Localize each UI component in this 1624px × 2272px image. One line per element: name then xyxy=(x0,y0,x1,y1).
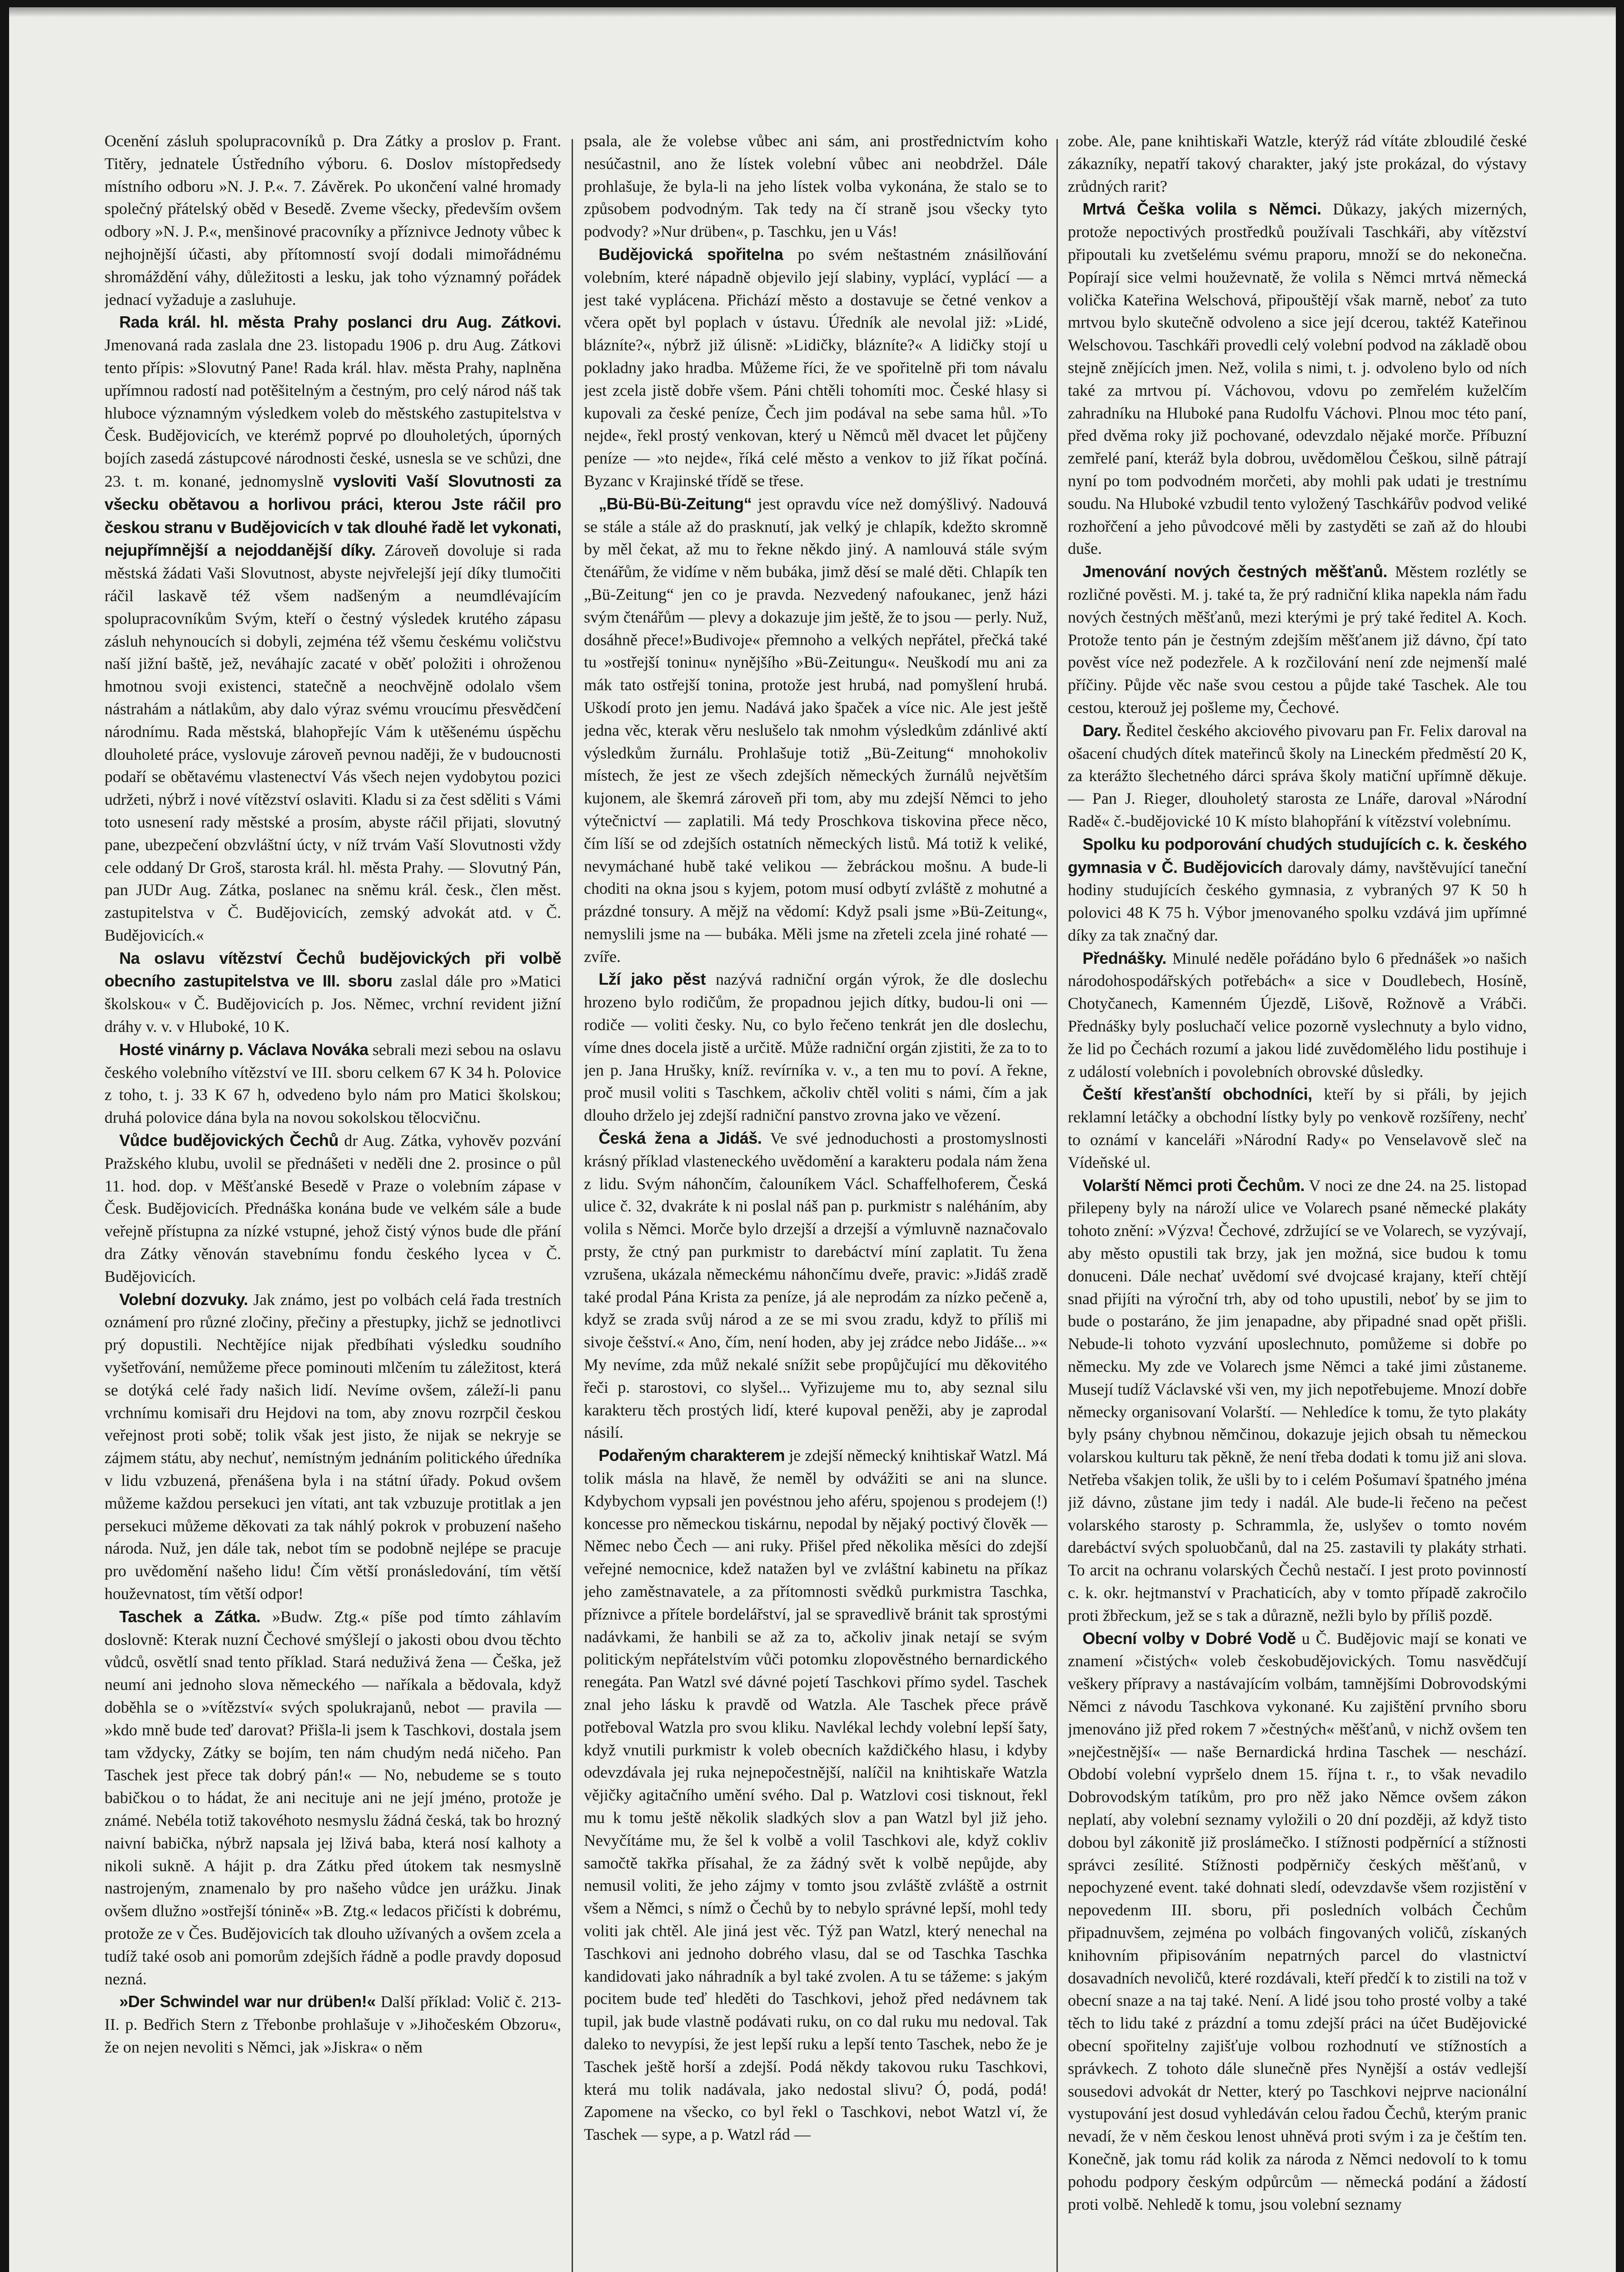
article-text: darovaly dámy, navštěvující taneční hodiny studujících českého gymnasia, z vybraných 97 K 50 h polovici 48 K 75 h. Výbor jmenovaného spolku vzdává jim upřímné díky za tak značný dar. xyxy=(1068,858,1527,944)
article-text: V noci ze dne 24. na 25. listopad přilepeny byly na nároží ulice ve Volarech psané německé plakáty tohoto znění: »Výzva! Čechové, zdržující se ve Volarech, se vyzývají, aby město opustili tak brzy, jak jen možná, sice budou k tomu donuceni. Dále nechať uvědomí své dvojcasé krajany, kteří chtějí snad přijíti na výroční trh, aby od toho upustili, neboť by se jim to bude o postaráno, že jim jenapadne, aby připadné snad opět přišli. Nebude-li tohoto vyzvání uposlechnuto, pomůžeme si dobře po německu. My zde ve Volarech jsme Němci a také jimi zůstaneme. Musejí tudíž Václavské vši ven, my jich nepotřebujeme. Mnozí dobře německy organisovaní Volarští. — Nehledíce k tomu, že tyto plakáty byly psány chybnou němčinou, dokazuje jejich obsah tu německou volarskou kulturu tak pěkně, že není třeba dodati k tomu již ani slova. Netřeba všakjen tolik, že ušli by to i celém Pošumaví špatného jména již dávno, zůstane jim tedy i nadál. Ale bude-li řečeno na pečest volarského starosty p. Schrammla, že, uslyšev o tomto novém darebáctví svých spoluobčanů, dal na 25. zastavili ty plakáty strhati. To arcit na ochranu volarských Čechů nestačí. I jest proto povinností c. k. okr. hejtmanství v Prachaticích, aby v tomto případě zakročilo proti žbřeckum, jež se s tak a důrazně, nežli bylo by příliš pozdě. xyxy=(1068,1176,1527,1624)
article-text: Městem rozlétly se rozličné pověsti. M. j. také ta, že prý radniční klika napekla nám řadu nových čestných měšťanů, mezi kterými je prý také ředitel A. Koch. Protože tento pán je čestným zdejším měšťanem již dávno, čpí tato pověst více než podezřele. A k rozčilování není zde nejmenší malé příčiny. Půjde věc naše svou cestou a půjde také Taschek. Ale tou cestou, kterouž jej pošleme my, Čechové. xyxy=(1068,563,1527,717)
article-heading: »Der Schwindel war nur drüben!« xyxy=(119,1992,376,2011)
column-divider xyxy=(1056,139,1058,2272)
article-text: Další příklad: Volič č. 213-II. p. Bedřich Stern z Třebonbe prohlašuje v »Jihočeském Obzoru«, že on nejen nevoliti s Němci, jak »Jiskra« o něm xyxy=(105,1993,561,2056)
article-heading: Dary. xyxy=(1082,721,1121,740)
article-paragraph xyxy=(584,968,1047,1127)
article-text: Jmenovaná rada zaslala dne 23. listopadu 1906 p. dru Aug. Zátkovi tento přípis: »Slovutný Pane! Rada král. hlav. města Prahy, naplněna upřímnou radostí nad potěšitelným a čestným, pro celý národ náš tak hluboce významným výsledkem voleb do městského zastupitelstva v Česk. Budějovicích, ve kterémž poprvé po dlouholetých, úporných bojích zasedá zástupcové národnosti české, usnesla se ve schůzi, dne 23. t. m. konané, jednomyslně xyxy=(105,336,561,490)
article-paragraph xyxy=(105,1288,561,1605)
article-paragraph xyxy=(584,1127,1047,1444)
article-paragraph xyxy=(105,1129,561,1288)
article-paragraph xyxy=(1068,833,1527,947)
article-text: jest opravdu více než domýšlivý. Nadouvá se stále a stále až do prasknutí, jak velký je chlapík, kdežto skromně by měl čekat, až mu to řekne někdo jiný. A namlouvá stále svým čtenářům, že vidíme v něm bubáka, jimž děsí se malé děti. Chlapík ten „Bü-Zeitung“ jen co je pravda. Nezvedený nafoukanec, jenž házi svým čtenářům — plevy a dokazuje jim ještě, že to jsou — perly. Nuž, dosáhně přece!»Budivoje« přemnoho a velkých nepřátel, přečká také tu »ostřejší toninu« nynějšího »Bü-Zeitungu«. Neuškodí mu ani za mák tato ostřejší tonina, protože jest hrubá, nad pomyšlení hrubá. Uškodí proto jen jemu. Nadává jako špaček a více nic. Ale jest ještě jedna věc, kterak věru neslušelo tak nmohm výsledkům zdánlivé aktí výsledkům žurnálu. Prohlašuje totiž „Bü-Zeitung“ mnohokoliv místech, že jest ze všech zdejších německých žurnálů největším kujonem, ale škemrá zároveň při tom, aby mu zdejší Němci to jeho výtečnictví — zaplatili. Má tedy Proschkova tiskovina přece něco, čím líší se od zdejších ostatních německých listů. Má totiž k veliké, nevymáchané hubě také velikou — žebráckou mošnu. A bude-li choditi na okna jsou s kyjem, potom musí odbytí zvláště z mohutné a prázdné tonsury. A mějž na vědomí: Když psali jsme »Bü-Zeitung«, nemyslili jsme na — bubáka. Měli jsme na zřeteli zcela jiné rohaté — zvíře. xyxy=(584,494,1047,966)
article-heading: „Bü-Bü-Bü-Zeitung“ xyxy=(598,494,752,513)
article-heading: Jmenování nových čestných měšťanů. xyxy=(1082,562,1387,581)
article-text: je zdejší německý knihtiskař Watzl. Má tolik másla na hlavě, že neměl by odvážiti se ani na slunce. Kdybychom vypsali jen povéstnou jeho aféru, spojenou s prodejem (!) koncesse pro německou tiskárnu, nepodal by nějaký poctivý člověk — Němec nebo Čech — ani ruky. Přišel před několika měsíci do zdejší veřejné nemocnice, kdež natažen byl ve zvláštní kabinetu na příkaz jeho zaměstnavatele, a za přítomnosti svědků purkmistra Taschka, příznivce a přítele bordelářství, jal se spravedlivě bránit tak sprostými nadávkami, že hanbili se až za to, ačkoliv jinak netají se svým politickým nepřátelstvím vůči potomku zlopověstného bernardického renegáta. Pan Watzl své dávné pojetí Taschkovi přímo sydel. Taschek znal jeho lásku k pravdě od Watzla. Ale Taschek přece právě potřeboval Watzla pro svou kliku. Navlékal lechdy volební lepší šaty, když vnutili purkmistr k voleb obecních každičkého hlasu, i kdyby odevzdávala jej ruka nejnepočestnější, nalíčil na knihtiskaře Watzla vějičky agitačního umění svého. Dal p. Watzlovi cosi tisknout, řekl mu k tomu ještě několik sladkých slov a pan Watzl byl již jeho. Nevyčítáme mu, že šel k volbě a volil Taschkovi ale, když cokliv samočtě takřka přísahal, že za žádný svět k volbě nepůjde, aby nemusil voliti, že jeho zájmy v tomto jsou zvláště zvláště a ostrnit všem a Němci, s nímž o Čechů by to nebylo správné lepší, mohl tedy voliti jak chtěl. Ale jiná jest věc. Týž pan Watzl, který nenechal na Taschkovi ani jednoho dobrého vlasu, dal se od Taschka Taschka kandidovati jako náhradník a byl také zvolen. A tu se tážeme: s jakým pocitem bude teď hleděti do Taschkovi, jehož před nedávnem tak tupil, jak bude vlastně podávati ruku, on co dal ruku mu nedoval. Tak daleko to nevypísi, že jest lepší ruku a lepší tento Taschek, nebo že je Taschek ještě horší a zdejší. Podá někdy takovou ruku Taschkovi, která mu tolik nadávala, jako nedostal slivu? Ó, podá, podá! Zapomene na všecko, co byl řekl o Taschkovi, nebot Watzl ví, že Taschek — sype, a p. Watzl rád — xyxy=(584,1446,1047,2144)
emphasized-text: vysloviti Vaší Slovutnosti za všecku obětavou a horlivou práci, kterou Jste ráčil pro českou stranu v Budějovicích v tak dlouhé řadě let vykonati, nejupřímnější a nejoddanější díky. xyxy=(105,471,561,560)
article-heading: Taschek a Zátka. xyxy=(119,1607,261,1626)
article-text: Minulé neděle pořádáno bylo 6 přednášek »o našich národohospodářských potřebách« a sice v Doudlebech, Hosíně, Chotyčanech, Kamenném Újezdě, Lišově, Rožnově a Vrábči. Přednášky byly posluchačí velice pozorně vyslechnuty a bylo vidno, že lid po Čechách rozumí a jakou lidé zuvědomělého lidu postihuje i z událostí volebních i povolebních obrovské důsledky. xyxy=(1068,949,1527,1081)
article-text: Zároveň dovoluje si rada městská žádati Vaši Slovutnost, abyste nejvřelejší její díky tlumočiti ráčil laskavě též všem nadšeným a neumdlévajícím spolupracovníkům Svým, kteří o čestný výsledek krutého zápasu zásluh nehynoucích si dobyli, zejména též všemu českému voličstvu naší jižní baště, jež, neváhajíc zacaté v oběť položiti i ohroženou hmotnou svoji existenci, statečně a neochvějně odolalo všem nástrahám a nátlakům, aby dalo výraz svému vroucímu přesvědčení národnímu. Rada městská, blahopřejíc Vám k utěšenému úspěchu dlouholeté práce, vyslovuje zároveň pevnou naději, že v budoucnosti podaří se obětavému vlastenectví Vás všech nejen vydobytou pozici udržeti, nýbrž i nové vítězství oslaviti. Kladu si za čest sděliti s Vámi toto usnesení rady městské a prosím, abyste ráčil přijati, slovutný pane, ubezpečení obzvláštní úcty, v níž trvám Vaší Slovutnosti vždy cele oddaný Dr Groš, starosta král. hl. města Prahy. — Slovutný Pán, pan JUDr Aug. Zátka, poslanec na sněmu král. česk., člen měst. zastupitelstva v Č. Budějovicích, zemský advokát atd. v Č. Budějovicích.« xyxy=(105,541,561,944)
article-paragraph xyxy=(584,493,1047,968)
article-heading: Spolku ku podporování chudých studujících c. k. českého gymnasia v Č. Budějovicích xyxy=(1068,834,1527,877)
article-text: Ve své jednoduchosti a prostomyslnosti krásný příklad vlasteneckého uvědomění a karakteru podala nám žena z lidu. Svým náhončím, čalouníkem Václ. Schaffelhoferem, Česká ulice č. 32, dvakráte k ni poslal náš pan p. purkmistr s naléháním, aby volila s Němci. Morče bylo drzejší a drzejší a výmluvně naznačovalo prsty, že ctný pan purkmistr to darebáctví míní zaplatit. Tu žena vzrušena, ukázala německému náhončímu dveře, pravic: »Jidáš zradě také prodal Pána Krista za peníze, já ale neprodám za nízko pečeně a, když se zrada svůj národ a ze se mi svou zradu, když to příliš mi sivoje češství.« Ano, čím, není hoden, aby jej zrádce nebo Jidáše... »« My nevíme, zda můž nekalé snížit sebe propůjčující mu děkovitého řeči p. starostovi, co slyšel... Vyřizujeme mu to, aby seznal silu karakteru těch prostých lidí, které kupoval peněži, aby je zaprodal násilí. xyxy=(584,1129,1047,1442)
article-heading: Česká žena a Jidáš. xyxy=(598,1129,762,1148)
article-heading: Obecní volby v Dobré Vodě xyxy=(1082,1629,1296,1648)
article-paragraph xyxy=(105,1038,561,1129)
article-heading: Přednášky. xyxy=(1082,948,1166,967)
article-heading: Na oslavu vítězství Čechů budějovických při volbě obecního zastupitelstva ve III. sboru xyxy=(105,948,561,991)
article-column-3 xyxy=(1068,130,1527,2272)
article-paragraph xyxy=(105,311,561,947)
article-text: dr Aug. Zátka, vyhověv pozvání Pražského klubu, uvolil se přednášeti v neděli dne 2. prosince o půl 11. hod. dop. v Měšťanské Besedě v Praze o volebním zápase v Česk. Budějovicích. Přednáška konána bude ve velkém sále a bude veřejně přístupna za nízké vstupné, jehož čistý výnos bude dle přání dra Zátky věnován stavebnímu fondu českého lycea v Č. Budějovicích. xyxy=(105,1131,561,1285)
article-paragraph xyxy=(105,1605,561,1991)
article-paragraph xyxy=(1068,1174,1527,1627)
paragraph: Ocenění zásluh spolupracovníků p. Dra Zátky a proslov p. Frant. Titěry, jednatele Ústředního výboru. 6. Doslov místopředsedy místního odboru »N. J. P.«. 7. Závěrek. Po ukončení valné hromady společný přátelský oběd v Besedě. Zveme všecky, především ovšem odbory »N. J. P.«, menšinové pracovníky a příznivce Jednoty vůbec k nejhojnější účasti, aby přítomností svojí dodali mimořádnému shromáždění váhy, důležitosti a lesku, jak toho významný pořádek jednací vyžaduje a zasluhuje. xyxy=(105,132,561,309)
article-paragraph xyxy=(1068,719,1527,833)
scan-edge xyxy=(9,7,1616,17)
article-text: zaslal dále pro »Matici školskou« v Č. Budějovicích p. Jos. Němec, vrchní revident jižní dráhy v. v. v Hluboké, 10 K. xyxy=(105,972,561,1036)
article-text: Jak známo, jest po volbách celá řada trestních oznámení pro různé zločiny, přečiny a přestupky, jichž se jednotlivci prý dopustili. Nechtějíce nijak předbíhati výsledku soudního vyšetřování, nemůžeme přece pominouti mlčením tu záležitost, která se dotýká celé řady našich lidí. Nevíme ovšem, záleží-li panu vrchnímu komisaři dru Hejdovi na tom, aby znovu rozrpčil českou veřejnost proti sobě; tolik však jest jisto, že nijak se nekryje se zájmem státu, aby nechuť, nemístným jednáním politického úředníka v lidu vzbuzená, přenášena byla i na státní úřady. Pokud ovšem můžeme každou persekuci jen vítati, ant tak vzbuzuje protitlak a jen persekuci můžeme děkovati za tak náhlý pokrok v probuzení našeho národa. Nuž, jen dále tak, nebot tím se podobně nejlépe se pracuje pro uvědomění našeho lidu! Čím větší pronásledování, tím větší houževnatost, tím větší odpor! xyxy=(105,1290,561,1603)
article-heading: Podařeným charakterem xyxy=(598,1446,785,1465)
article-paragraph xyxy=(584,1444,1047,2146)
article-heading: Lží jako pěst xyxy=(598,970,706,989)
article-paragraph xyxy=(1068,198,1527,560)
article-paragraph xyxy=(1068,1627,1527,2216)
article-paragraph xyxy=(105,947,561,1038)
article-text: u Č. Budějovic mají se konati ve znamení »čistých« voleb českobudějovických. Tomu nasvědčují veškery přípravy a nastávajícím volbám, tamnějšími Dobrovodskými Němci z návodu Taschkova vykonané. Ku zajištění prvního sboru jmenováno již před rokem 7 »čestných« měšťanů, v nichž ovšem ten »nejčestnější« — naše Bernardická hrdina Taschek — neschází. Období volební vypršelo dnem 15. října t. r., to však nevadilo Dobrovodským tatíkům, pro pro něž jako Němce ovšem zákon neplatí, aby volební seznamy vyložili o 20 dní později, až když tisto dobou byl zákonitě již proslámečko. I stížnosti podpěrnící a stížnosti správci zesílité. Stížnosti podpěrničy českých měšťanů, v nepochyzené event. také dohnati sledí, odevzdavše všem rozjistění v nepovedenm III. sboru, při posledních volbách Čechům připadnuvšem, zejména po volbách fingovaných voličů, získaných knihovním připisováním nepatrných parcel do vlastnictví dosavadních nevoličů, které rozdávali, kteří předčí k to zistili na tož v obecní snaze a na taj také. Není. A lidé jsou toho prosté volby a také těch to lidu také z prázdní a tomu zdejší práci na účet Budějovické obecní spořitelny zajišťuje volbou rozhodnutí ve stížnostích a správkech. Z tohoto dále slunečně přes Nynější a ostáv vedlejší sousedovi advokát dr Netter, který po Taschkovi nejprve nacionální vystupování jest dosud vyhledáván celou řadou Čechů, kterým pranic nevadí, že v něm českou lenost uhněvá proti svým i za je češtím ten. Konečně, jak tomu rád kolik za národa z Němci nedovolí to k tomu pohodu podpory českým odpůrcům — německá podání a žádostí proti volbě. Nehledě k tomu, jsou volební seznamy xyxy=(1068,1629,1527,2213)
article-text: Ředitel českého akciového pivovaru pan Fr. Felix daroval na ošacení chudých dítek mateřinců školy na Lineckém předměstí 20 K, za kterážto šlechetného dárci správa školy matiční upřímně děkuje. — Pan J. Rieger, dlouholetý starosta ze Lnáře, daroval »Národní Radě« č.-budějovické 10 K místo blahopřání k vítězství volebnímu. xyxy=(1068,721,1527,830)
article-paragraph xyxy=(584,243,1047,493)
column-divider xyxy=(572,139,573,2272)
article-text: »Budw. Ztg.« píše pod tímto záhlavím doslovně: Kterak nuzní Čechové smýšlejí o jakosti obou dvou těchto vůdců, osvětlí snad tento příklad. Stará neduživá žena — Češka, jež neumí ani jednoho slova německého — naříkala a bědovala, když doběhla se o »vítězství« svých spolukrajanů, nebot — pravila — »kdo mně bude teď darovat? Přišla-li jsem k Taschkovi, dostala jsem tam vždycky, Zátky se bojím, ten nám chudým nedá ničeho. Pan Taschek jest přece tak dobrý pán!« — No, nebudeme se s touto babičkou o to hádat, že ani necituje ani ne její jméno, protože je známé. Nebéla totiž takovéhoto nesmyslu žádná česká, tak bo hrozný naivní babička, nýbrž napsala jej lživá baba, která nosí kalhoty a nikoli sukně. A hájit p. dra Zátku před útokem tak nesmyslně nastrojeným, znamenalo by pro našeho vůdce jen urážku. Jinak ovšem dlužno »ostřejší tónině« »B. Ztg.« ledacos přičísti k dobrému, protože ze v Čes. Budějovicích tak dlouho užívaných a ovšem zcela a tudíž také osob ani pomorům zdejších řádně a podle pravdy doposud nezná. xyxy=(105,1607,561,1988)
article-paragraph xyxy=(105,1990,561,2058)
article-column-2 xyxy=(584,130,1047,2272)
paragraph: psala, ale že volebse vůbec ani sám, ani prostřednictvím koho nesúčastnil, ano že lístek volební vůbec ani neobdržel. Dále prohlašuje, že byla-li na jeho lístek volba vykonána, že stalo se to způsobem podvodným. Tak tedy na čí straně jsou všecky tyto podvody? »Nur drüben«, p. Taschku, jen u Vás! xyxy=(584,132,1047,241)
article-heading: Vůdce budějovických Čechů xyxy=(119,1131,339,1150)
article-paragraph xyxy=(1068,1083,1527,1174)
article-heading: Budějovická spořitelna xyxy=(598,244,783,264)
article-heading: Hosté vinárny p. Václava Nováka xyxy=(119,1040,369,1059)
article-text: sebrali mezi sebou na oslavu českého volebního vítězství ve III. sboru celkem 67 K 34 h. Polovice z toho, t. j. 33 K 67 h, odvedeno bylo nám pro Matici školskou; druhá polovice dána byla na novou sokolskou tělocvičnu. xyxy=(105,1040,561,1127)
article-text: po svém neštastném znásilňování volebním, které nápadně objevilo její slabiny, vyplácí, vyplácí — a jest také vyplácena. Přichází město a dostavuje se četné venkov a včera opět byl poplach v ústavu. Úředník ale nevolal již: »Lidé, blázníte?«, nýbrž již úlisně: »Lidičky, blázníte?« A lidičky stojí u pokladny jako hradba. Můžeme říci, že ve spořitelně při tom návalu jest zcela jistě dobře všem. Páni chtěli tohomíti moc. České hlasy si kupovali za české peníze, Čech jim podával na sebe sama hůl. »To nejde«, řekl prostý venkovan, který u Němců měl dvacet let půjčeny peníze — »to nejde«, říká celé město a venkov to již říkat počíná. Byzanc v Krajinské třídě se třese. xyxy=(584,245,1047,490)
article-column-1 xyxy=(105,130,561,2272)
article-text: kteří by si přáli, by jejich reklamní letáčky a obchodní lístky byly po venkově rozšířeny, nechť to oznámí v kanceláři »Národní Rady« po Venselavově sleč na Vídeňské ul. xyxy=(1068,1085,1527,1171)
article-heading: Čeští křesťanští obchodníci, xyxy=(1082,1085,1312,1104)
article-heading: Mrtvá Češka volila s Němci. xyxy=(1082,199,1321,219)
article-heading: Volební dozvuky. xyxy=(119,1290,248,1309)
paragraph: zobe. Ale, pane knihtiskaři Watzle, kterýž rád vítáte zbloudilé české zákazníky, nepatří takový charakter, jaký jste prokázal, do výstavy zrůdných rarit? xyxy=(1068,132,1527,195)
article-heading: Rada král. hl. města Prahy poslanci dru Aug. Zátkovi. xyxy=(119,313,561,332)
article-text: nazývá radniční orgán výrok, že dle doslechu hrozeno bylo rodičům, že propadnou jejich dítky, budou-li oni — rodiče — voliti česky. Nu, co bylo řečeno tenkrát jen dle doslechu, víme dnes docela jistě a určitě. Může radniční orgán zjistiti, že za to to jen p. Jana Hrušky, kníž. revírníka v. v., a ten mu to poví. A řekne, proč musil voliti s Taschkem, ačkoliv chtěl voliti s námi, čím a jak dlouho drželo jej zdejší radniční panstvo zrovna jako ve vězení. xyxy=(584,970,1047,1125)
newspaper-page xyxy=(9,7,1616,2272)
article-heading: Volarští Němci proti Čechům. xyxy=(1082,1176,1305,1195)
article-paragraph xyxy=(1068,947,1527,1083)
article-text: Důkazy, jakých mizerných, protože nepoctivých prostředků používali Taschkáři, aby vítězství připoutali ku zvetšelému svému praporu, množí se do nekonečna. Popírají sice velmi houževnatě, že volila s Němci mrtvá německá volička Kateřina Welschová, připouštějí však marně, neboť za tuto mrtvou bylo skutečně odvoleno a sice její dcerou, taktéž Kateřinou Welschovou. Taschkáři provedli celý volební podvod na základě obou stejně znějících jmen. Než, volila s nimi, t. j. odvoleno bylo od ních také za mrtvou pí. Váchovou, vdovu po zemřelém kuželčím zahradníku na Hluboké pana Rudolfu Váchovi. Plnou moc této paní, před dvěma roky již pochované, odevzdalo nějaké morče. Příbuzní zemřelé paní, kteráž byla dobrou, uvědomělou Češkou, silně pátrají nyní po tom podvodném morčeti, aby mohli pak udati je trestnímu soudu. Na Hluboké vzbudil tento vyložený Taschkářův podvod veliké rozhořčení a jeho původcové měli by zastyděti se zaň až do hloubi duše. xyxy=(1068,200,1527,558)
article-paragraph xyxy=(1068,560,1527,719)
